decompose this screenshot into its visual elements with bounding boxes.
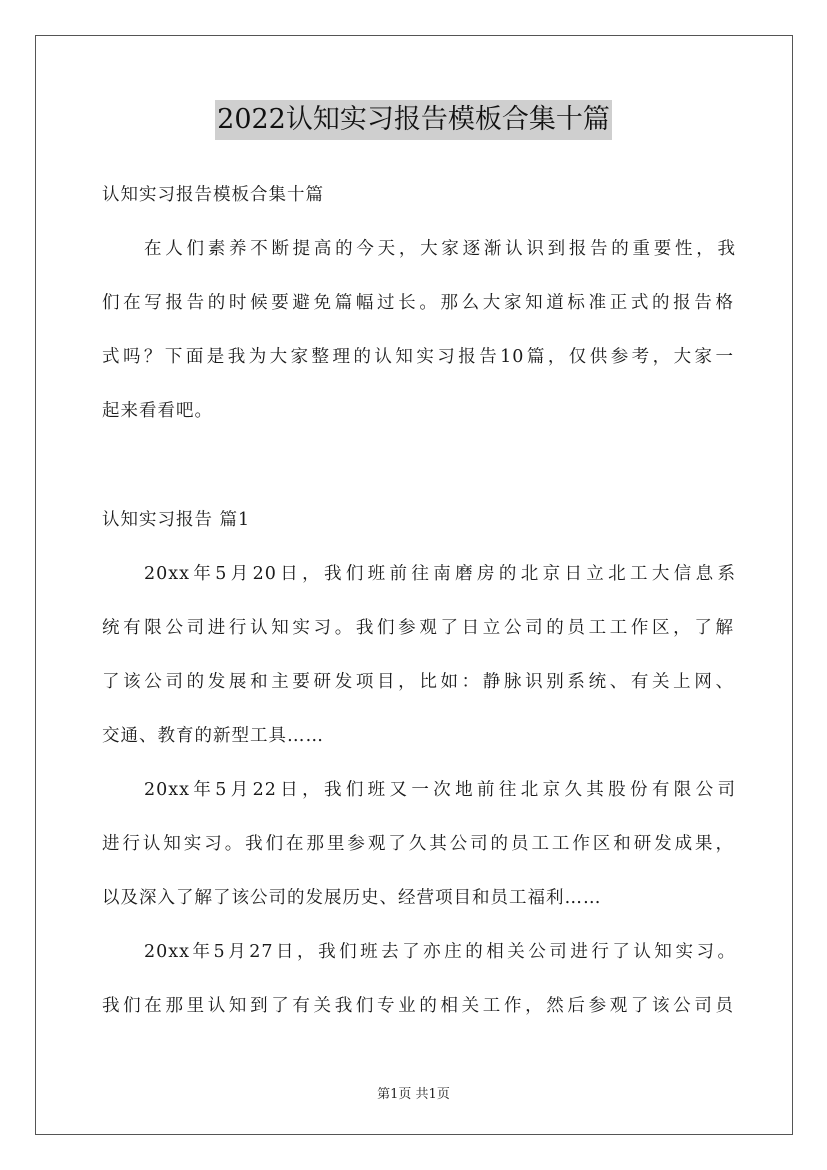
intro-line: 式吗？下面是我为大家整理的认知实习报告10篇，仅供参考，大家一 xyxy=(102,347,734,367)
paragraph-line: 我们在那里认知到了有关我们专业的相关工作，然后参观了该公司员 xyxy=(102,996,734,1016)
paragraph-line: 20xx年5月27日，我们班去了亦庄的相关公司进行了认知实习。 xyxy=(144,942,736,962)
paragraph-line: 统有限公司进行认知实习。我们参观了日立公司的员工工作区，了解 xyxy=(102,618,734,638)
document-subtitle: 认知实习报告模板合集十篇 xyxy=(102,185,324,205)
paragraph-line: 以及深入了解了该公司的发展历史、经营项目和员工福利…… xyxy=(102,888,602,908)
paragraph-line: 了该公司的发展和主要研发项目，比如：静脉识别系统、有关上网、 xyxy=(102,672,734,692)
intro-line: 在人们素养不断提高的今天，大家逐渐认识到报告的重要性，我 xyxy=(144,239,736,259)
intro-line: 起来看看吧。 xyxy=(102,401,213,421)
paragraph-line: 20xx年5月20日，我们班前往南磨房的北京日立北工大信息系 xyxy=(144,564,736,584)
section-heading: 认知实习报告 篇1 xyxy=(102,510,251,530)
paragraph-line: 20xx年5月22日，我们班又一次地前往北京久其股份有限公司 xyxy=(144,780,736,800)
title-container xyxy=(0,100,827,140)
paragraph-line: 进行认知实习。我们在那里参观了久其公司的员工工作区和研发成果， xyxy=(102,834,734,854)
paragraph-line: 交通、教育的新型工具…… xyxy=(102,726,324,746)
page-footer: 第1页 共1页 xyxy=(377,1087,450,1102)
intro-line: 们在写报告的时候要避免篇幅过长。那么大家知道标准正式的报告格 xyxy=(102,293,734,313)
document-title: 2022认知实习报告模板合集十篇 xyxy=(215,100,612,140)
